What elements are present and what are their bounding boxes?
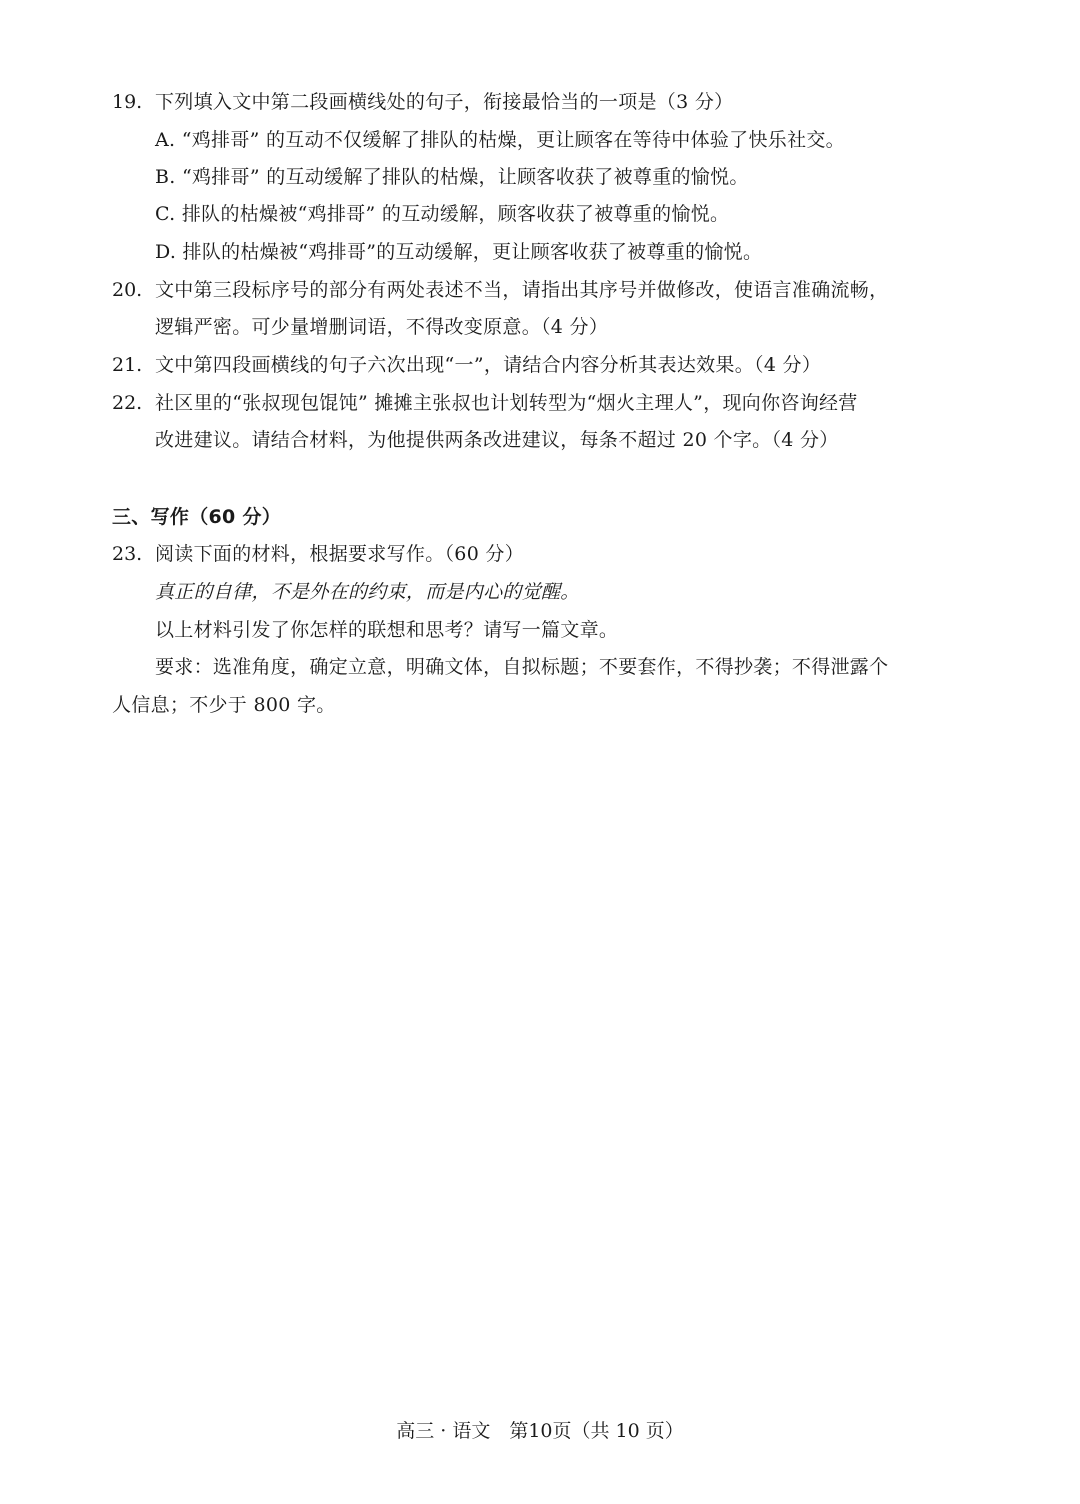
q19-option-d: D. 排队的枯燥被“鸡排哥”的互动缓解，更让顾客收获了被尊重的愉悦。 [155,241,763,263]
q23-material: 真正的自律，不是外在的约束，而是内心的觉醒。 [155,581,580,603]
q21-line-1: 文中第四段画横线的句子六次出现“一”，请结合内容分析其表达效果。（4 分） [155,354,822,376]
q20-number: 20. [112,279,143,301]
q20-line-2: 逻辑严密。可少量增删词语，不得改变原意。（4 分） [155,316,609,338]
q19-stem: 下列填入文中第二段画横线处的句子，衔接最恰当的一项是（3 分） [155,91,734,113]
q23-stem: 阅读下面的材料，根据要求写作。（60 分） [155,543,525,565]
q22-line-1: 社区里的“张叔现包馄饨” 摊摊主张叔也计划转型为“烟火主理人”，现向你咨询经营 [155,392,858,414]
q19-option-c: C. 排队的枯燥被“鸡排哥” 的互动缓解，顾客收获了被尊重的愉悦。 [155,203,730,225]
q19-option-b: B. “鸡排哥” 的互动缓解了排队的枯燥，让顾客收获了被尊重的愉悦。 [155,166,749,188]
q19-option-a: A. “鸡排哥” 的互动不仅缓解了排队的枯燥，更让顾客在等待中体验了快乐社交。 [155,129,845,151]
q23-requirements-line-2: 人信息；不少于 800 字。 [112,694,336,716]
q22-number: 22. [112,392,143,414]
q20-line-1: 文中第三段标序号的部分有两处表述不当，请指出其序号并做修改，使语言准确流畅， [155,279,889,301]
q23-number: 23. [112,543,143,565]
q22-line-2: 改进建议。请结合材料，为他提供两条改进建议，每条不超过 20 个字。（4 分） [155,429,839,451]
q19-number: 19. [112,91,143,113]
q23-prompt: 以上材料引发了你怎样的联想和思考？请写一篇文章。 [155,619,619,641]
q23-requirements-line-1: 要求：选准角度，确定立意，明确文体，自拟标题；不要套作，不得抄袭；不得泄露个 [155,656,889,678]
q21-number: 21. [112,354,143,376]
page-footer: 高三 · 语文 第10页（共 10 页） [396,1420,684,1442]
section-heading-writing: 三、写作（60 分） [112,506,282,528]
